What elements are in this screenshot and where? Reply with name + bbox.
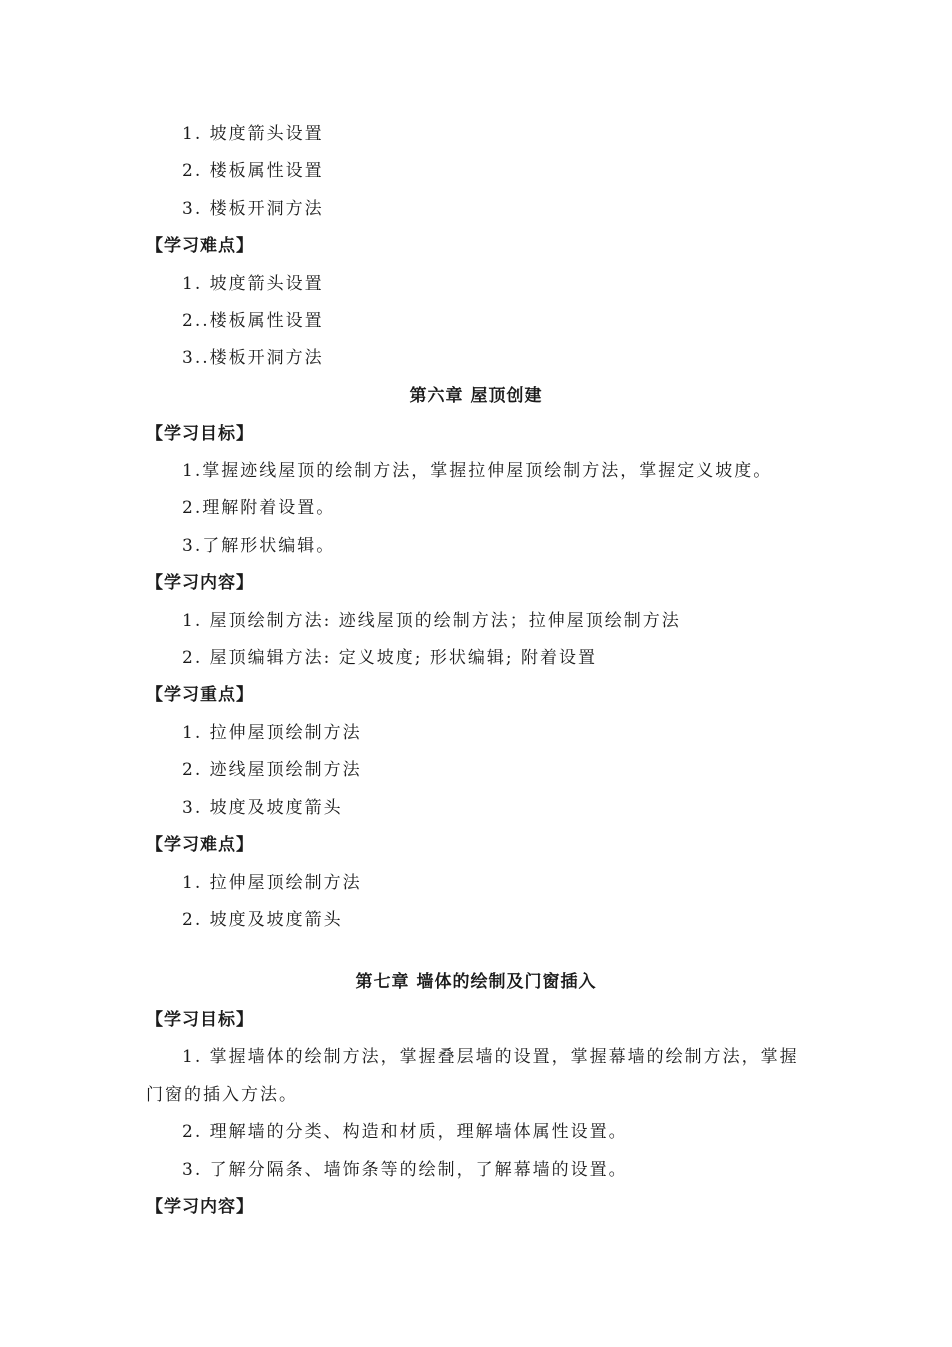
goal-item: 3. 了解分隔条、墙饰条等的绘制，了解幕墙的设置。 — [182, 1160, 628, 1180]
difficulty-item: 1. 拉伸屋顶绘制方法 — [182, 873, 362, 893]
difficulty-item: 2. 坡度及坡度箭头 — [182, 910, 343, 930]
goal-item: 3.了解形状编辑。 — [182, 536, 336, 556]
content-heading: 【学习内容】 — [146, 573, 254, 593]
content-item: 1. 屋顶绘制方法: 迹线屋顶的绘制方法；拉伸屋顶绘制方法 — [182, 611, 681, 631]
difficulty-item: 2..楼板属性设置 — [182, 311, 324, 331]
focus-item: 2. 楼板属性设置 — [182, 161, 324, 181]
focus-heading: 【学习重点】 — [146, 685, 254, 705]
focus-item: 2. 迹线屋顶绘制方法 — [182, 760, 362, 780]
goals-heading: 【学习目标】 — [146, 424, 254, 444]
goal-item-line1: 1. 掌握墙体的绘制方法，掌握叠层墙的设置，掌握幕墙的绘制方法，掌握 — [182, 1047, 799, 1067]
difficulty-heading: 【学习难点】 — [146, 236, 254, 256]
goal-item: 1.掌握迹线屋顶的绘制方法，掌握拉伸屋顶绘制方法，掌握定义坡度。 — [182, 461, 773, 481]
goal-item: 2. 理解墙的分类、构造和材质，理解墙体属性设置。 — [182, 1122, 628, 1142]
goal-item: 2.理解附着设置。 — [182, 498, 336, 518]
focus-item: 3. 楼板开洞方法 — [182, 199, 324, 219]
focus-item: 3. 坡度及坡度箭头 — [182, 798, 343, 818]
focus-item: 1. 拉伸屋顶绘制方法 — [182, 723, 362, 743]
goal-item-line2: 门窗的插入方法。 — [146, 1085, 298, 1105]
difficulty-item: 1. 坡度箭头设置 — [182, 274, 324, 294]
focus-item: 1. 坡度箭头设置 — [182, 124, 324, 144]
goals-heading: 【学习目标】 — [146, 1010, 254, 1030]
chapter-title: 第七章 墙体的绘制及门窗插入 — [355, 972, 597, 992]
chapter-title: 第六章 屋顶创建 — [409, 386, 543, 406]
content-heading: 【学习内容】 — [146, 1197, 254, 1217]
content-item: 2. 屋顶编辑方法: 定义坡度; 形状编辑; 附着设置 — [182, 648, 598, 668]
difficulty-heading: 【学习难点】 — [146, 835, 254, 855]
difficulty-item: 3..楼板开洞方法 — [182, 348, 324, 368]
